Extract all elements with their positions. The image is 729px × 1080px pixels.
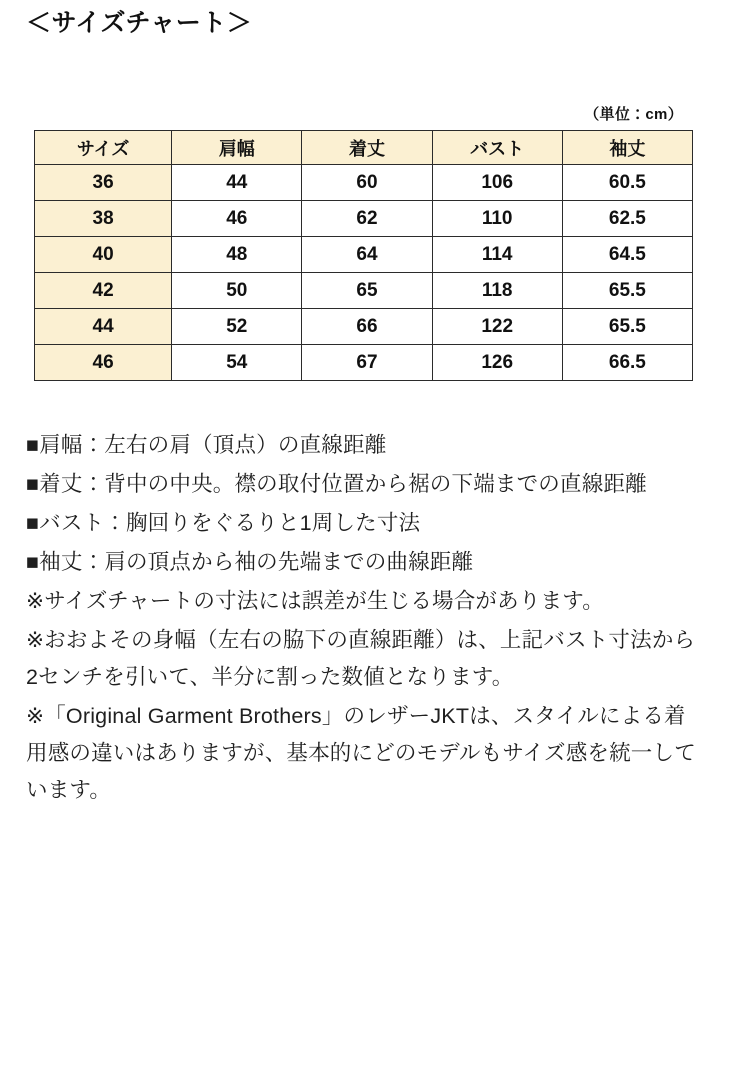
column-header-shoulder: 肩幅 bbox=[172, 131, 302, 165]
table-row bbox=[35, 237, 693, 273]
size-chart-table bbox=[34, 130, 693, 381]
cell-sleeve: 64.5 bbox=[562, 237, 692, 273]
table-header-row bbox=[35, 131, 693, 165]
cell-length: 60 bbox=[302, 165, 432, 201]
cell-shoulder: 54 bbox=[172, 345, 302, 381]
note-tolerance: ※サイズチャートの寸法には誤差が生じる場合があります。 bbox=[26, 588, 604, 613]
cell-bust: 114 bbox=[432, 237, 562, 273]
table-row bbox=[35, 309, 693, 345]
column-header-length: 着丈 bbox=[302, 131, 432, 165]
cell-length: 64 bbox=[302, 237, 432, 273]
table-row bbox=[35, 201, 693, 237]
cell-size: 38 bbox=[35, 201, 172, 237]
cell-length: 66 bbox=[302, 309, 432, 345]
unit-note: （単位：cm） bbox=[584, 106, 683, 123]
note-bust: ■バスト：胸回りをぐるりと1周した寸法 bbox=[26, 510, 421, 535]
cell-bust: 122 bbox=[432, 309, 562, 345]
cell-size: 46 bbox=[35, 345, 172, 381]
cell-bust: 118 bbox=[432, 273, 562, 309]
cell-sleeve: 66.5 bbox=[562, 345, 692, 381]
cell-shoulder: 48 bbox=[172, 237, 302, 273]
cell-shoulder: 52 bbox=[172, 309, 302, 345]
note-shoulder: ■肩幅：左右の肩（頂点）の直線距離 bbox=[26, 433, 387, 457]
cell-sleeve: 60.5 bbox=[562, 165, 692, 201]
note-body-width: ※おおよその身幅（左右の脇下の直線距離）は、上記バスト寸法から2センチを引いて、半分に割った数値となります。 bbox=[26, 627, 696, 689]
cell-sleeve: 62.5 bbox=[562, 201, 692, 237]
note-length: ■着丈：背中の中央。襟の取付位置から裾の下端までの直線距離 bbox=[26, 471, 647, 496]
cell-shoulder: 50 bbox=[172, 273, 302, 309]
cell-length: 65 bbox=[302, 273, 432, 309]
cell-bust: 106 bbox=[432, 165, 562, 201]
measurement-notes bbox=[0, 381, 729, 841]
cell-shoulder: 44 bbox=[172, 165, 302, 201]
cell-size: 42 bbox=[35, 273, 172, 309]
cell-size: 44 bbox=[35, 309, 172, 345]
cell-length: 62 bbox=[302, 201, 432, 237]
column-header-bust: バスト bbox=[432, 131, 562, 165]
cell-size: 40 bbox=[35, 237, 172, 273]
cell-sleeve: 65.5 bbox=[562, 309, 692, 345]
cell-bust: 110 bbox=[432, 201, 562, 237]
table-row bbox=[35, 165, 693, 201]
cell-size: 36 bbox=[35, 165, 172, 201]
cell-length: 67 bbox=[302, 345, 432, 381]
cell-sleeve: 65.5 bbox=[562, 273, 692, 309]
page-title: ＜サイズチャート＞ bbox=[26, 9, 253, 37]
column-header-sleeve: 袖丈 bbox=[562, 131, 692, 165]
cell-bust: 126 bbox=[432, 345, 562, 381]
cell-shoulder: 46 bbox=[172, 201, 302, 237]
column-header-size: サイズ bbox=[35, 131, 172, 165]
table-row bbox=[35, 273, 693, 309]
note-sleeve: ■袖丈：肩の頂点から袖の先端までの曲線距離 bbox=[26, 549, 474, 574]
note-brand-sizing: ※「Original Garment Brothers」のレザーJKTは、スタイルによる着用感の違いはありますが、基本的にどのモデルもサイズ感を統一しています。 bbox=[26, 703, 696, 802]
size-chart-table-wrap bbox=[0, 124, 729, 381]
table-row bbox=[35, 345, 693, 381]
